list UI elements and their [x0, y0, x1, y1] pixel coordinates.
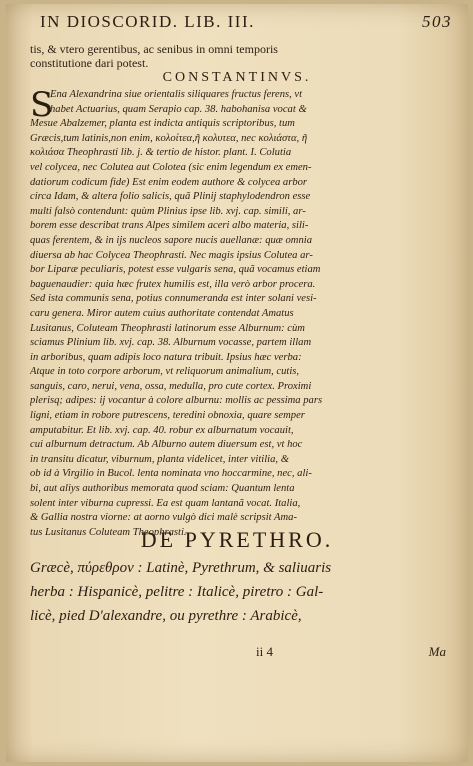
text-line: tus Lusitanus Coluteam Theophrasti.: [30, 526, 187, 538]
intro-line: constitutione dari potest.: [30, 56, 149, 70]
page-number: 503: [422, 12, 452, 31]
pyrethro-body-text: [30, 556, 460, 628]
text-line: sanguis, caro, nerui, vena, ossa, medulla, pro cute cortex. Proximi: [30, 380, 312, 392]
text-line: multi falsò contendunt: quùm Plinius ipse lib. xvj. cap. simili, ar-: [30, 205, 306, 217]
text-line: amputabitur. Et lib. xvj. cap. 40. robur ex alburnatum vocauit,: [30, 424, 294, 436]
text-line: solent inter viburna cupressi. Ea est quam lantanã vocat. Italia,: [30, 497, 301, 509]
text-line: in arboribus, quam adipis loco natura tribuit. Ipsius hæc verba:: [30, 351, 302, 363]
text-line: cui alburnum detractum. Ab Alburno autem diuersum est, vt hoc: [30, 439, 303, 451]
text-line: Lusitanus, Coluteam Theophrasti latinorum esse Alburnum: cùm: [30, 322, 305, 334]
text-line: Ena Alexandrina siue orientalis siliquares fructus ferens, vt: [50, 89, 303, 100]
text-line: vel colycea, nec Colutea aut Colotea (sic enim legendum ex emen-: [30, 161, 312, 173]
text-line: ligni, etiam in robore putrescens, teredini obnoxia, quare semper: [30, 410, 305, 422]
text-line: Sed ista communis sena, potius connumeranda est inter solani vesi-: [30, 293, 317, 305]
signature-mark: ii 4: [256, 644, 273, 659]
text-line: κολιάσα Theophrasti lib. j. & tertio de histor. plant. I. Colutia: [30, 147, 292, 159]
text-line: caru genera. Miror autem cuius authoritate contendat Amatus: [30, 307, 294, 319]
text-line: datiorum codicum fide) Est enim eodem authore & colycea arbor: [30, 176, 308, 188]
section-heading-constantinus: CONSTANTINVS.: [162, 70, 312, 85]
text-line: borem esse describat trans Alpes similem aceri albo materia, sili-: [30, 220, 309, 232]
running-head: [30, 12, 452, 34]
drop-cap: S: [30, 85, 54, 125]
catchword: Ma: [428, 644, 446, 659]
text-line: Græcis,tum latinis,non enim, κολοίτεα,ῆ κολυτεα, nec κολιάστα, ῆ: [30, 132, 308, 144]
book-page: [6, 4, 468, 762]
text-line: habet Actuarius, quam Serapio cap. 38. habohanisa vocat &: [50, 103, 307, 115]
constantinus-body-text: [30, 85, 460, 540]
text-line: Mesue Abalzemer, planta est indicta antiquis scriptoribus, tum: [30, 118, 295, 130]
text-line: circa Idam, & altera folio salicis, quã Plinij staphylodendron esse: [30, 191, 311, 203]
intro-paragraph: [30, 42, 460, 70]
text-line: ob id à Virgilio in Bucol. lenta nominata vno hoccarmine, nec, ali-: [30, 468, 312, 480]
text-line: sciamus Plinium lib. xvj. cap. 38. Alburnum vocasse, partem illam: [30, 337, 312, 349]
text-line: plerisq; adipes: ij vocantur à colore alburnu: mollis ac pessima pars: [30, 395, 323, 407]
intro-line: tis, & vtero gerentibus, ac senibus in omni temporis: [30, 42, 278, 56]
text-line: bi, aut aliys authoribus memorata quod sciam: Quantum lenta: [30, 483, 295, 495]
text-line: bor Liparæ peculiaris, potest esse vulgaris sena, quã vocamus etiam: [30, 264, 321, 276]
text-line: & Gallia nostra viorne: at aorno vulgò dici malè scripsit Ama-: [30, 512, 297, 524]
section-heading-pyrethro: DE PYRETHRO.: [140, 527, 334, 552]
text-line: Atque in toto corpore arborum, vt reliquorum animalium, cutis,: [30, 366, 300, 378]
text-line: herba : Hispanicè, pelitre : Italicè, piretro : Gal-: [30, 584, 324, 600]
text-line: Græcè, πύρεθρον : Latinè, Pyrethrum, & saliuaris: [30, 560, 332, 576]
text-line: diuersa ab hac Colycea Theophrasti. Nec magis ipsius Colutea ar-: [30, 249, 313, 261]
text-line: licè, pied D'alexandre, ou pyrethre : Arabicè,: [30, 608, 302, 624]
running-head-title: IN DIOSCORID. LIB. III.: [40, 12, 255, 31]
text-line: baguenaudier: quia hæc frutex humilis est, illa verò arbor procera.: [30, 278, 316, 290]
text-line: quas ferentem, & in ijs nucleos sapore nucis auellanæ: quæ omnia: [30, 234, 312, 246]
text-line: in transitu dicatur, viburnum, planta videlicet, inter vitilia, &: [30, 453, 289, 465]
